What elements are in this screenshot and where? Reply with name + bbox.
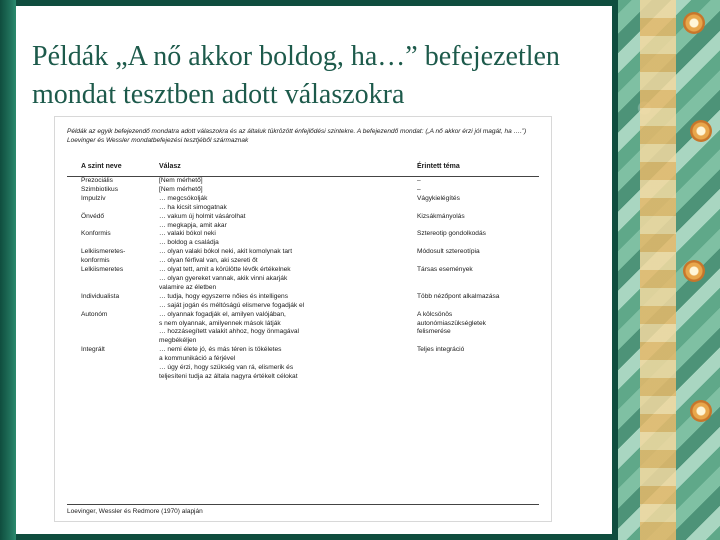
flower-ornament <box>690 120 712 142</box>
answer-cell: … olyat tett, amit a körülötte lévők értékelnek <box>159 266 291 274</box>
theme-cell: Módosult sztereotípia <box>417 248 480 256</box>
theme-cell: Kizsákmányolás <box>417 212 465 220</box>
theme-cell <box>417 239 539 248</box>
table-row <box>67 311 539 320</box>
flower-ornament <box>690 400 712 422</box>
level-cell <box>67 337 159 346</box>
level-cell <box>67 204 159 213</box>
answer-cell: … olyannak fogadják el, amilyen valójában, <box>159 310 286 318</box>
table-row <box>67 355 539 364</box>
level-cell: Prezociális <box>81 177 113 184</box>
answer-cell: … vakum új holmit vásárolhat <box>159 212 246 220</box>
theme-cell <box>417 337 539 346</box>
level-cell: Lelkiismeretes <box>81 266 124 274</box>
level-cell: konformis <box>81 257 110 265</box>
level-cell <box>67 239 159 248</box>
table-row <box>67 293 539 302</box>
table-header-row <box>67 163 539 177</box>
flower-ornament <box>683 260 705 282</box>
answer-cell: … nemi élete jó, és más téren is tökéletes <box>159 346 282 354</box>
level-cell <box>67 302 159 311</box>
theme-cell <box>417 364 539 373</box>
answer-cell: … hozzásegített valakit ahhoz, hogy önmagával <box>159 328 300 336</box>
answer-cell: … úgy érzi, hogy szükség van rá, elismerik és <box>159 364 294 372</box>
table-row <box>67 275 539 284</box>
bottom-border <box>0 534 612 540</box>
level-cell: Individualista <box>81 292 120 300</box>
answer-cell: … olyan férfival van, aki szereti őt <box>159 257 258 265</box>
theme-cell <box>417 222 539 231</box>
table-row <box>67 337 539 346</box>
table-row <box>67 257 539 266</box>
ego-levels-table <box>67 163 539 382</box>
level-cell <box>67 364 159 373</box>
table-row <box>67 328 539 337</box>
column-header-level: A szint neve <box>67 163 159 177</box>
table-row <box>67 302 539 311</box>
answer-cell: … olyan valaki bókol neki, akit komolynak tart <box>159 248 293 256</box>
answer-cell: … megcsókolják <box>159 194 208 202</box>
answer-cell: … megkapja, amit akar <box>159 221 227 229</box>
theme-cell: Több nézőpont alkalmazása <box>417 292 500 300</box>
level-cell: Önvédő <box>81 212 105 220</box>
theme-cell <box>417 257 539 266</box>
answer-cell: a kommunikáció a férjével <box>159 355 236 363</box>
level-cell <box>67 355 159 364</box>
theme-cell: Teljes integráció <box>417 346 465 354</box>
answer-cell: [Nem mérhető] <box>159 177 203 184</box>
theme-cell: Sztereotip gondolkodás <box>417 230 486 238</box>
theme-cell: Társas események <box>417 266 473 274</box>
table-row <box>67 239 539 248</box>
table-row <box>67 177 539 186</box>
level-cell <box>67 222 159 231</box>
answer-cell: … olyan gyereket vannak, akik vinni akarják <box>159 274 288 282</box>
column-header-theme: Érintett téma <box>417 163 539 177</box>
answer-cell: teljesíteni tudja az általa nagyra értékelt célokat <box>159 372 298 380</box>
answer-cell: … boldog a családja <box>159 239 219 247</box>
theme-cell: – <box>417 185 421 193</box>
level-cell: Szimbiotikus <box>81 185 119 193</box>
level-cell: Integrált <box>81 346 105 354</box>
table-row <box>67 248 539 257</box>
theme-cell: felismerése <box>417 328 451 336</box>
level-cell: Konformis <box>81 230 111 238</box>
table-row <box>67 320 539 329</box>
table-source-note: Loevinger, Wessler és Redmore (1970) alapján <box>67 504 539 515</box>
level-cell <box>67 320 159 329</box>
table-row <box>67 266 539 275</box>
theme-cell <box>417 355 539 364</box>
theme-cell <box>417 275 539 284</box>
theme-cell: – <box>417 177 421 184</box>
level-cell <box>67 373 159 382</box>
scanned-table-image <box>54 116 552 522</box>
theme-cell <box>417 373 539 382</box>
answer-cell: … tudja, hogy egyszerre nőies és intelligens <box>159 292 289 300</box>
answer-cell: … ha kicsit simogatnak <box>159 203 227 211</box>
table-row <box>67 230 539 239</box>
table-caption: Példák az egyik befejezendő mondatra adott válaszokra és az általuk tükrözött énfejlődési szintekre. A befejezendő mondat: („A nő akkor érzi jól magát, ha ….”) Loevinger és Wessler mondatbefejezési tesztjéből származnak <box>67 128 527 144</box>
theme-cell <box>417 204 539 213</box>
answer-cell: … valaki bókol neki <box>159 230 216 238</box>
level-cell <box>67 275 159 284</box>
table-row <box>67 195 539 204</box>
left-decorative-bar <box>0 0 16 540</box>
table-row <box>67 373 539 382</box>
right-panel-edge <box>612 0 618 540</box>
answer-cell: megbékéljen <box>159 337 197 345</box>
level-cell: Lelkiismeretes- <box>81 248 126 256</box>
table-row <box>67 204 539 213</box>
table-row <box>67 186 539 195</box>
table-row <box>67 222 539 231</box>
theme-cell <box>417 284 539 293</box>
table-row <box>67 213 539 222</box>
theme-cell: autonómiaszükségletek <box>417 319 486 327</box>
level-cell <box>67 284 159 293</box>
right-decorative-ribbon <box>640 0 676 540</box>
theme-cell: Vágykielégítés <box>417 194 460 202</box>
table-row <box>67 284 539 293</box>
slide-title: Példák „A nő akkor boldog, ha…” befejezetlen mondat tesztben adott válaszokra <box>32 41 560 110</box>
theme-cell: A kölcsönös <box>417 310 453 318</box>
answer-cell: valamire az életben <box>159 283 217 291</box>
answer-cell: [Nem mérhető] <box>159 185 203 193</box>
flower-ornament <box>683 12 705 34</box>
theme-cell <box>417 302 539 311</box>
answer-cell: s nem olyannak, amilyennek mások látják <box>159 319 281 327</box>
level-cell: Impulzív <box>81 194 106 202</box>
level-cell: Autonóm <box>81 310 108 318</box>
answer-cell: … saját jogán és méltóságú elismerve fogadják el <box>159 301 305 309</box>
level-cell <box>67 328 159 337</box>
column-header-answer: Válasz <box>159 163 417 177</box>
top-border <box>0 0 612 6</box>
table-row <box>67 346 539 355</box>
table-row <box>67 364 539 373</box>
